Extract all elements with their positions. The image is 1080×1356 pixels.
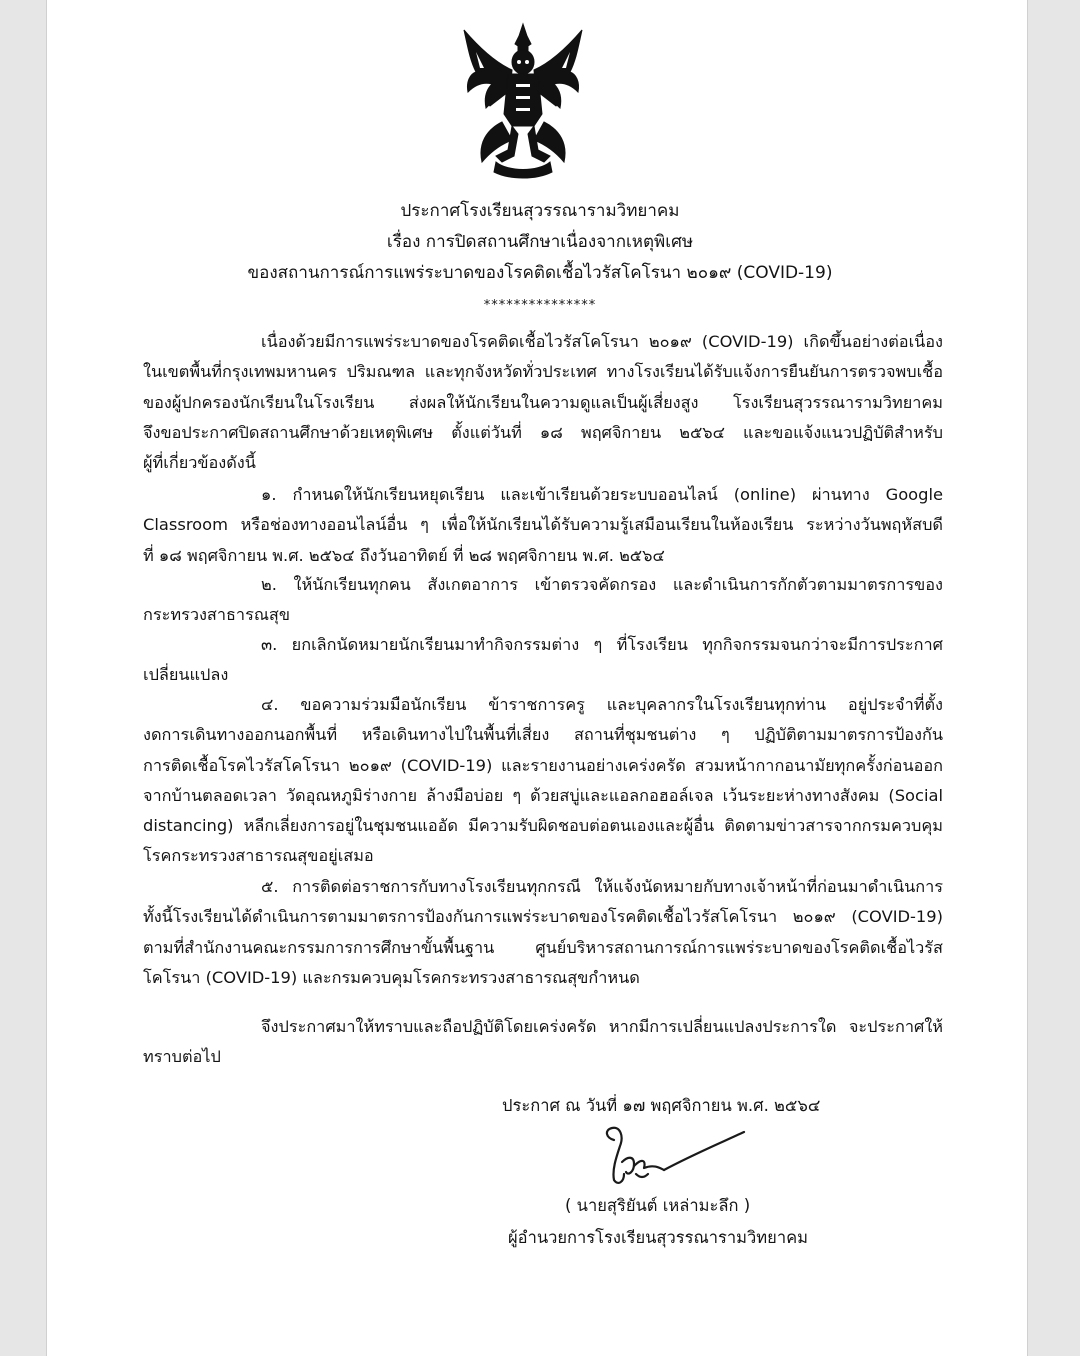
separator-stars: *************** (483, 298, 597, 313)
item-line: ที่ ๑๘ พฤศจิกายน พ.ศ. ๒๕๖๔ ถึงวันอาทิตย์ ที่ ๒๘ พฤศจิกายน พ.ศ. ๒๕๖๔ (143, 545, 665, 565)
item-line: Classroom หรือช่องทางออนไลน์อื่น ๆ เพื่อให้นักเรียนได้รับความรู้เสมือนเรียนในห้องเรียน ระหว่างวันพฤหัสบดี (143, 515, 943, 535)
item-2 (143, 570, 943, 631)
item-line: เปลี่ยนแปลง (143, 665, 229, 685)
item-line: โรคกระทรวงสาธารณสุขอยู่เสมอ (143, 846, 374, 866)
garuda-emblem-icon (456, 22, 590, 180)
intro-line: ในเขตพื้นที่กรุงเทพมหานคร ปริมณฑล และทุกจังหวัดทั่วประเทศ ทางโรงเรียนได้รับแจ้งการยืนยันการตรวจพบเชื้อ (143, 362, 943, 382)
item-line: ๓. ยกเลิกนัดหมายนักเรียนมาทำกิจกรรมต่าง ๆ ที่โรงเรียน ทุกกิจกรรมจนกว่าจะมีการประกาศ (261, 635, 943, 654)
item-line: ๕. การติดต่อราชการกับทางโรงเรียนทุกกรณี ให้แจ้งนัดหมายกับทางเจ้าหน้าที่ก่อนมาดำเนินการ (261, 877, 943, 896)
closing-paragraph (143, 1012, 943, 1073)
item-line: ๒. ให้นักเรียนทุกคน สังเกตอาการ เข้าตรวจคัดกรอง และดำเนินการกักตัวตามมาตรการของ (261, 575, 943, 594)
item-line: ทั้งนี้โรงเรียนได้ดำเนินการตามมาตรการป้องกันการแพร่ระบาดของโรคติดเชื้อไวรัสโคโรนา ๒๐๑๙ (COVID-19) (143, 907, 943, 927)
announcement-title: ประกาศโรงเรียนสุวรรณารามวิทยาคม (400, 201, 680, 221)
item-line: งดการเดินทางออกนอกพื้นที่ หรือเดินทางไปในพื้นที่เสี่ยง สถานที่ชุมชนต่าง ๆ ปฏิบัติตามมาตรการป้องกัน (143, 725, 943, 745)
item-4 (143, 690, 943, 872)
intro-line: เนื่องด้วยมีการแพร่ระบาดของโรคติดเชื้อไวรัสโคโรนา ๒๐๑๙ (COVID-19) เกิดขึ้นอย่างต่อเนื่อง (261, 332, 943, 351)
item-line: ๔. ขอความร่วมมือนักเรียน ข้าราชการครู และบุคลากรในโรงเรียนทุกท่าน อยู่ประจำที่ตั้ง (261, 695, 943, 714)
item-line: จากบ้านตลอดเวลา วัดอุณหภูมิร่างกาย ล้างมือบ่อย ๆ ด้วยสบู่และแอลกอฮอล์เจล เว้นระยะห่างทางสังคม (Social (143, 785, 943, 805)
item-line: กระทรวงสาธารณสุข (143, 605, 290, 625)
announcement-date: ประกาศ ณ วันที่ ๑๗ พฤศจิกายน พ.ศ. ๒๕๖๔ (502, 1096, 821, 1115)
item-5 (143, 872, 943, 993)
item-3 (143, 630, 943, 691)
intro-line: จึงขอประกาศปิดสถานศึกษาด้วยเหตุพิเศษ ตั้งแต่วันที่ ๑๘ พฤศจิกายน ๒๕๖๔ และขอแจ้งแนวปฏิบัติสำหรับ (143, 422, 943, 442)
intro-paragraph (143, 327, 943, 478)
announcement-subject-cont: ของสถานการณ์การแพร่ระบาดของโรคติดเชื้อไวรัสโคโรนา ๒๐๑๙ (COVID-19) (247, 263, 833, 283)
item-line: ตามที่สำนักงานคณะกรรมการการศึกษาขั้นพื้นฐาน ศูนย์บริหารสถานการณ์การแพร่ระบาดของโรคติดเชื้อไวรัส (143, 937, 943, 957)
closing-line: ทราบต่อไป (143, 1047, 221, 1067)
announcement-subject: เรื่อง การปิดสถานศึกษาเนื่องจากเหตุพิเศษ (386, 232, 694, 252)
closing-line: จึงประกาศมาให้ทราบและถือปฏิบัติโดยเคร่งครัด หากมีการเปลี่ยนแปลงประการใด จะประกาศให้ (261, 1017, 943, 1036)
item-line: ๑. กำหนดให้นักเรียนหยุดเรียน และเข้าเรียนด้วยระบบออนไลน์ (online) ผ่านทาง Google (261, 485, 943, 504)
item-line: การติดเชื้อโรคไวรัสโคโรนา ๒๐๑๙ (COVID-19) และรายงานอย่างเคร่งครัด สวมหน้ากากอนามัยทุกครั้งก่อนออก (143, 755, 943, 775)
item-line: distancing) หลีกเลี่ยงการอยู่ในชุมชนแออัด มีความรับผิดชอบต่อตนเองและผู้อื่น ติดตามข่าวสารจากกรมควบคุม (143, 816, 943, 836)
item-line: โคโรนา (COVID-19) และกรมควบคุมโรคกระทรวงสาธารณสุขกำหนด (143, 967, 640, 987)
handwritten-signature-icon (600, 1122, 760, 1192)
intro-line: ของผู้ปกครองนักเรียนในโรงเรียน ส่งผลให้นักเรียนในความดูแลเป็นผู้เสี่ยงสูง โรงเรียนสุวรรณารามวิทยาคม (143, 392, 943, 412)
item-1 (143, 480, 943, 571)
signer-name: ( นายสุริยันต์ เหล่ามะลึก ) (565, 1196, 751, 1215)
intro-line: ผู้ที่เกี่ยวข้องดังนี้ (143, 453, 256, 473)
signer-title: ผู้อำนวยการโรงเรียนสุวรรณารามวิทยาคม (508, 1228, 809, 1247)
